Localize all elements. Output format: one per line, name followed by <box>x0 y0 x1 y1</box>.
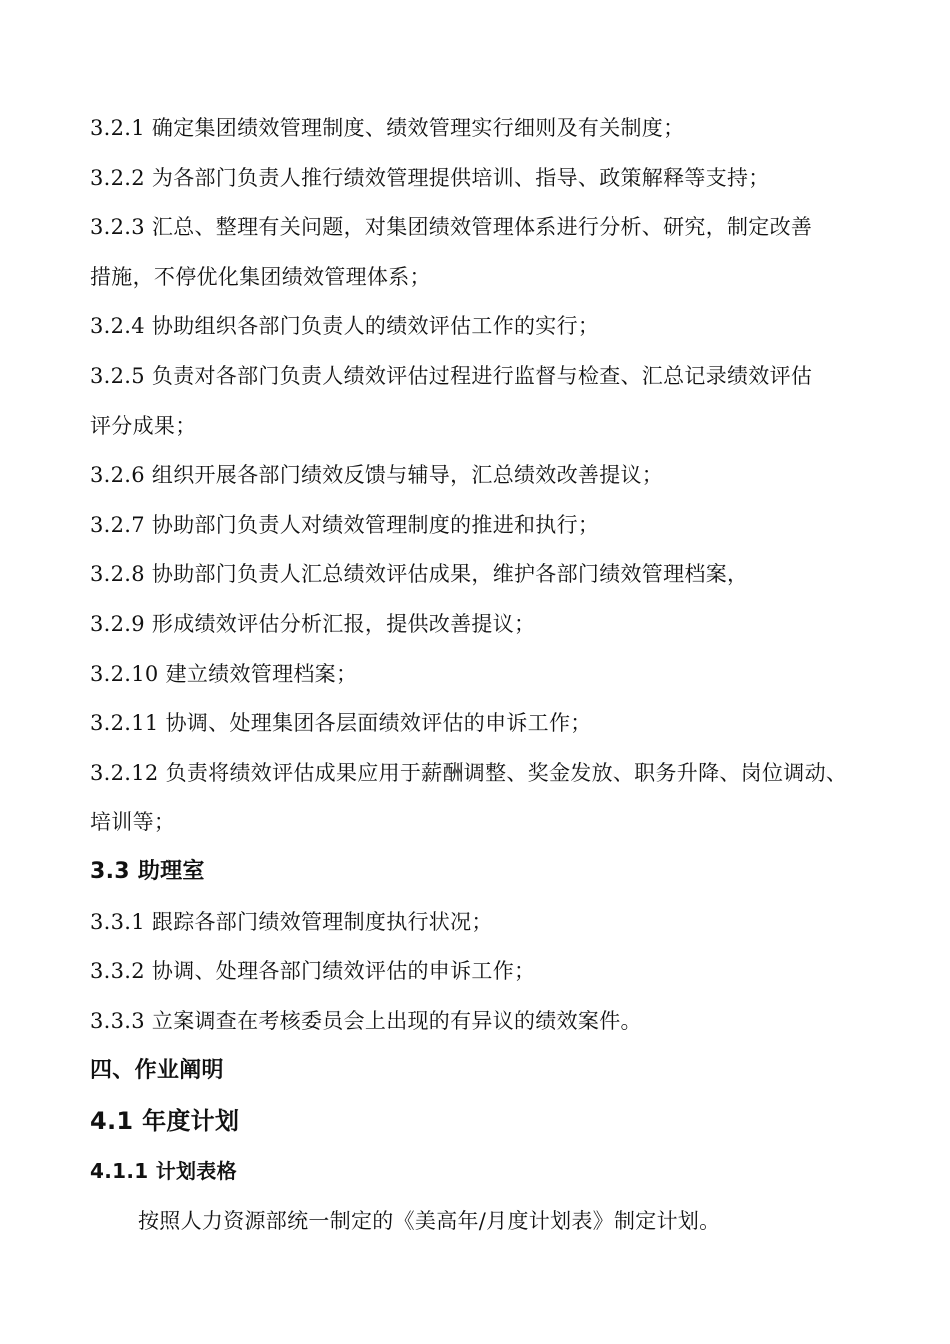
section-heading-3-3: 3.3 助理室 <box>90 859 205 884</box>
chapter-heading-4: 四、作业阐明 <box>90 1058 224 1083</box>
list-item: 3.2.10 建立绩效管理档案； <box>90 662 358 686</box>
list-item: 3.2.2 为各部门负责人推行绩效管理提供培训、指导、政策解释等支持； <box>90 166 770 190</box>
list-item: 3.2.6 组织开展各部门绩效反馈与辅导，汇总绩效改善提议； <box>90 463 664 487</box>
list-item: 3.2.8 协助部门负责人汇总绩效评估成果，维护各部门绩效管理档案， <box>90 562 749 586</box>
list-item: 3.2.3 汇总、整理有关问题，对集团绩效管理体系进行分析、研究，制定改善 <box>90 215 813 239</box>
list-item: 3.2.11 协调、处理集团各层面绩效评估的申诉工作； <box>90 711 592 735</box>
list-item: 3.2.9 形成绩效评估分析汇报，提供改善提议； <box>90 612 536 636</box>
list-item: 3.2.5 负责对各部门负责人绩效评估过程进行监督与检查、汇总记录绩效评估 <box>90 364 813 388</box>
section-heading-4-1-1: 4.1.1 计划表格 <box>90 1159 237 1183</box>
section-heading-4-1: 4.1 年度计划 <box>90 1107 240 1135</box>
list-item: 3.2.12 负责将绩效评估成果应用于薪酬调整、奖金发放、职务升降、岗位调动、 <box>90 761 848 785</box>
list-item-continuation: 措施，不停优化集团绩效管理体系； <box>90 265 431 289</box>
list-item-continuation: 培训等； <box>90 810 176 834</box>
list-item: 3.3.2 协调、处理各部门绩效评估的申诉工作； <box>90 959 536 983</box>
body-paragraph: 按照人力资源部统一制定的《美高年/月度计划表》制定计划。 <box>138 1209 721 1233</box>
list-item: 3.2.1 确定集团绩效管理制度、绩效管理实行细则及有关制度； <box>90 116 685 140</box>
list-item-continuation: 评分成果； <box>90 414 197 438</box>
list-item: 3.3.1 跟踪各部门绩效管理制度执行状况； <box>90 910 493 934</box>
list-item: 3.2.7 协助部门负责人对绩效管理制度的推进和执行； <box>90 513 600 537</box>
list-item: 3.2.4 协助组织各部门负责人的绩效评估工作的实行； <box>90 314 600 338</box>
list-item: 3.3.3 立案调查在考核委员会上出现的有异议的绩效案件。 <box>90 1009 642 1033</box>
